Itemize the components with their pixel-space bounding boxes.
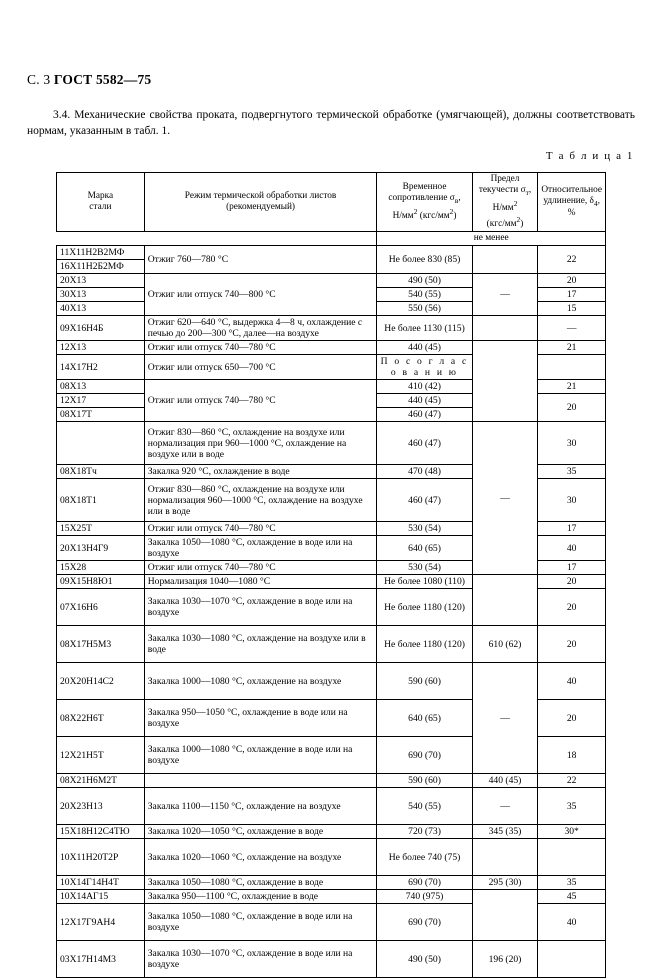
cell-mark (57, 422, 145, 465)
cell-elong: 17 (538, 561, 606, 575)
cell-elong: 21 (538, 380, 606, 394)
cell-tensile: 540 (55) (377, 288, 472, 302)
cell-mark: 12Х21Н5Т (57, 737, 145, 774)
cell-tensile: Не более 1180 (120) (377, 589, 472, 626)
table-row (57, 626, 606, 663)
cell-yield (472, 575, 538, 626)
table-caption: Т а б л и ц а 1 (545, 150, 634, 162)
cell-mark: 14Х17Н2 (57, 355, 145, 380)
cell-elong: 45 (538, 890, 606, 904)
cell-mark: 20Х13Н4Г9 (57, 536, 145, 561)
table-row (57, 825, 606, 839)
cell-mark: 08Х22Н6Т (57, 700, 145, 737)
col-header-yield: Предел текучести $\sigma_т$, $Н/мм^2$ $(кгс/мм^2)$ (472, 173, 538, 232)
table-row (57, 246, 606, 260)
table-row (57, 890, 606, 904)
cell-tensile: 530 (54) (377, 522, 472, 536)
table-subheader-row (57, 232, 606, 246)
cell-regime: Закалка 1050—1080 °С, охлаждение в воде (144, 876, 377, 890)
cell-elong: 20 (538, 274, 606, 288)
table-row (57, 422, 606, 465)
cell-elong: 20 (538, 626, 606, 663)
cell-mark: 40Х13 (57, 302, 145, 316)
cell-yield: 610 (62) (472, 626, 538, 663)
cell-elong: 35 (538, 876, 606, 890)
cell-elong: 22 (538, 774, 606, 788)
cell-elong: 18 (538, 737, 606, 774)
cell-mark: 15Х18Н12С4ТЮ (57, 825, 145, 839)
cell-tensile: Не более 1180 (120) (377, 626, 472, 663)
cell-elong: 22 (538, 246, 606, 274)
table-row (57, 876, 606, 890)
cell-yield: — (472, 274, 538, 316)
cell-elong: — (538, 316, 606, 341)
col-header-elong: Относительное удлинение, $\delta_4$, % (538, 173, 606, 232)
cell-mark: 03Х17Н14М3 (57, 941, 145, 978)
cell-regime: Закалка 1050—1080 °С, охлаждение в воде или на воздухе (144, 536, 377, 561)
cell-elong: 17 (538, 522, 606, 536)
cell-regime: Закалка 1030—1080 °С, охлаждение на воздухе или в воде (144, 626, 377, 663)
cell-mark: 20Х13 (57, 274, 145, 288)
cell-tensile: 740 (975) (377, 890, 472, 904)
table-row (57, 774, 606, 788)
table-row (57, 316, 606, 341)
cell-mark: 10Х14Г14Н4Т (57, 876, 145, 890)
col-header-regime: Режим термической обработки листов (рекомендуемый) (144, 173, 377, 232)
cell-regime: Отжиг 830—860 °С, охлаждение на воздухе или нормализация 960—1000 °С, охлаждение на воздухе или в воде (144, 479, 377, 522)
cell-mark: 15Х25Т (57, 522, 145, 536)
cell-tensile: 550 (56) (377, 302, 472, 316)
cell-tensile: 410 (42) (377, 380, 472, 394)
table-row (57, 663, 606, 700)
cell-elong: 40 (538, 663, 606, 700)
cell-regime: Отжиг 620—640 °С, выдержка 4—8 ч, охлаждение с печью до 200—300 °С, далее—на воздухе (144, 316, 377, 341)
cell-tensile: 440 (45) (377, 394, 472, 408)
cell-regime: Отжиг или отпуск 740—800 °С (144, 274, 377, 316)
cell-elong (538, 839, 606, 876)
cell-yield (472, 341, 538, 422)
cell-tensile: 530 (54) (377, 561, 472, 575)
cell-mark: 15Х28 (57, 561, 145, 575)
cell-yield (472, 839, 538, 876)
cell-regime: Закалка 1000—1080 °С, охлаждение в воде или на воздухе (144, 737, 377, 774)
cell-regime: Отжиг или отпуск 740—780 °С (144, 561, 377, 575)
cell-regime: Закалка 1030—1070 °С, охлаждение в воде или на воздухе (144, 589, 377, 626)
cell-tensile: 590 (60) (377, 663, 472, 700)
cell-tensile: 440 (45) (377, 341, 472, 355)
cell-mark: 08Х21Н6М2Т (57, 774, 145, 788)
cell-regime: Отжиг 830—860 °С, охлаждение на воздухе или нормализация при 960—1000 °С, охлаждение на воздухе или в воде (144, 422, 377, 465)
cell-elong: 20 (538, 575, 606, 589)
cell-regime: Закалка 1100—1150 °С, охлаждение на воздухе (144, 788, 377, 825)
cell-regime: Закалка 950—1050 °С, охлаждение в воде или на воздухе (144, 700, 377, 737)
cell-mark: 09Х16Н4Б (57, 316, 145, 341)
cell-elong (538, 355, 606, 380)
cell-mark: 09Х15Н8Ю1 (57, 575, 145, 589)
cell-mark: 08Х17Н5М3 (57, 626, 145, 663)
mechanical-properties-table (56, 172, 606, 978)
cell-regime: Закалка 1050—1080 °С, охлаждение в воде или на воздухе (144, 904, 377, 941)
cell-regime: Закалка 1030—1070 °С, охлаждение в воде или на воздухе (144, 941, 377, 978)
cell-tensile: Не более 740 (75) (377, 839, 472, 876)
cell-elong: 40 (538, 904, 606, 941)
cell-regime: Отжиг 760—780 °С (144, 246, 377, 274)
cell-yield: 295 (30) (472, 876, 538, 890)
cell-tensile: 590 (60) (377, 774, 472, 788)
cell-tensile: 460 (47) (377, 422, 472, 465)
table-row (57, 941, 606, 978)
cell-yield: — (472, 788, 538, 825)
cell-regime: Закалка 1020—1050 °С, охлаждение в воде (144, 825, 377, 839)
cell-yield: 345 (35) (472, 825, 538, 839)
cell-elong: 30* (538, 825, 606, 839)
cell-elong: 20 (538, 700, 606, 737)
cell-mark: 12Х17Г9АН4 (57, 904, 145, 941)
cell-elong: 35 (538, 465, 606, 479)
cell-elong: 35 (538, 788, 606, 825)
cell-elong: 30 (538, 479, 606, 522)
cell-yield: 440 (45) (472, 774, 538, 788)
cell-mark: 16Х11Н2Б2МФ (57, 260, 145, 274)
cell-yield: — (472, 422, 538, 575)
cell-mark: 08Х18Тч (57, 465, 145, 479)
page-header (27, 72, 151, 88)
cell-mark: 20Х20Н14С2 (57, 663, 145, 700)
cell-elong: 40 (538, 536, 606, 561)
cell-tensile: 690 (70) (377, 737, 472, 774)
table-row (57, 274, 606, 288)
table-row (57, 788, 606, 825)
cell-elong (538, 941, 606, 978)
cell-tensile: 470 (48) (377, 465, 472, 479)
cell-tensile: Не более 1080 (110) (377, 575, 472, 589)
cell-regime (144, 774, 377, 788)
cell-yield: 196 (20) (472, 941, 538, 978)
table-header-row (57, 173, 606, 232)
cell-tensile: Не более 1130 (115) (377, 316, 472, 341)
subheader-not-less: не менее (377, 232, 606, 246)
cell-yield (472, 890, 538, 941)
cell-yield: — (472, 663, 538, 774)
cell-mark: 10Х11Н20Т2Р (57, 839, 145, 876)
cell-elong: 21 (538, 341, 606, 355)
cell-regime: Закалка 1000—1080 °С, охлаждение на воздухе (144, 663, 377, 700)
cell-mark: 07Х16Н6 (57, 589, 145, 626)
cell-tensile: 460 (47) (377, 408, 472, 422)
cell-yield (472, 246, 538, 274)
col-header-mark: Марка стали (57, 173, 145, 232)
cell-regime: Отжиг или отпуск 740—780 °С (144, 341, 377, 355)
cell-regime: Закалка 950—1100 °С, охлаждение в воде (144, 890, 377, 904)
cell-tensile: 490 (50) (377, 274, 472, 288)
cell-regime: Закалка 1020—1060 °С, охлаждение на воздухе (144, 839, 377, 876)
cell-tensile: 640 (65) (377, 536, 472, 561)
intro-paragraph (27, 108, 635, 139)
cell-elong: 15 (538, 302, 606, 316)
cell-elong: 20 (538, 394, 606, 422)
cell-tensile: 540 (55) (377, 788, 472, 825)
cell-elong: 20 (538, 589, 606, 626)
cell-mark: 20Х23Н13 (57, 788, 145, 825)
cell-regime: Отжиг или отпуск 740—780 °С (144, 380, 377, 422)
cell-regime: Отжиг или отпуск 740—780 °С (144, 522, 377, 536)
table-row (57, 839, 606, 876)
page-number: С. 3 (27, 72, 51, 87)
cell-regime: Нормализация 1040—1080 °С (144, 575, 377, 589)
cell-agreement-note: П о с о г л а с о в а н и ю (377, 355, 472, 380)
cell-elong: 30 (538, 422, 606, 465)
cell-regime: Отжиг или отпуск 650—700 °С (144, 355, 377, 380)
table-row (57, 575, 606, 589)
cell-mark: 08Х13 (57, 380, 145, 394)
cell-mark: 10Х14АГ15 (57, 890, 145, 904)
cell-regime: Закалка 920 °С, охлаждение в воде (144, 465, 377, 479)
cell-tensile: 490 (50) (377, 941, 472, 978)
clause-number: 3.4. (53, 109, 71, 121)
cell-elong: 17 (538, 288, 606, 302)
cell-mark: 12Х17 (57, 394, 145, 408)
cell-tensile: 460 (47) (377, 479, 472, 522)
table-row (57, 341, 606, 355)
cell-yield (472, 316, 538, 341)
cell-mark: 12Х13 (57, 341, 145, 355)
cell-mark: 08Х17Т (57, 408, 145, 422)
cell-mark: 30Х13 (57, 288, 145, 302)
cell-tensile: 690 (70) (377, 904, 472, 941)
intro-text: Механические свойства проката, подвергнутого термической обработке (умягчающей), должны соответствовать нормам, указанным в табл. 1. (27, 109, 635, 137)
cell-tensile: Не более 830 (85) (377, 246, 472, 274)
cell-tensile: 640 (65) (377, 700, 472, 737)
cell-tensile: 720 (73) (377, 825, 472, 839)
standard-number: ГОСТ 5582—75 (53, 72, 152, 87)
cell-mark: 11Х11Н2В2МФ (57, 246, 145, 260)
cell-tensile: 690 (70) (377, 876, 472, 890)
col-header-tensile: Временное сопротивление $\sigma_в$, $Н/мм^2$ $(кгс/мм^2)$ (377, 173, 472, 232)
cell-mark: 08Х18Т1 (57, 479, 145, 522)
